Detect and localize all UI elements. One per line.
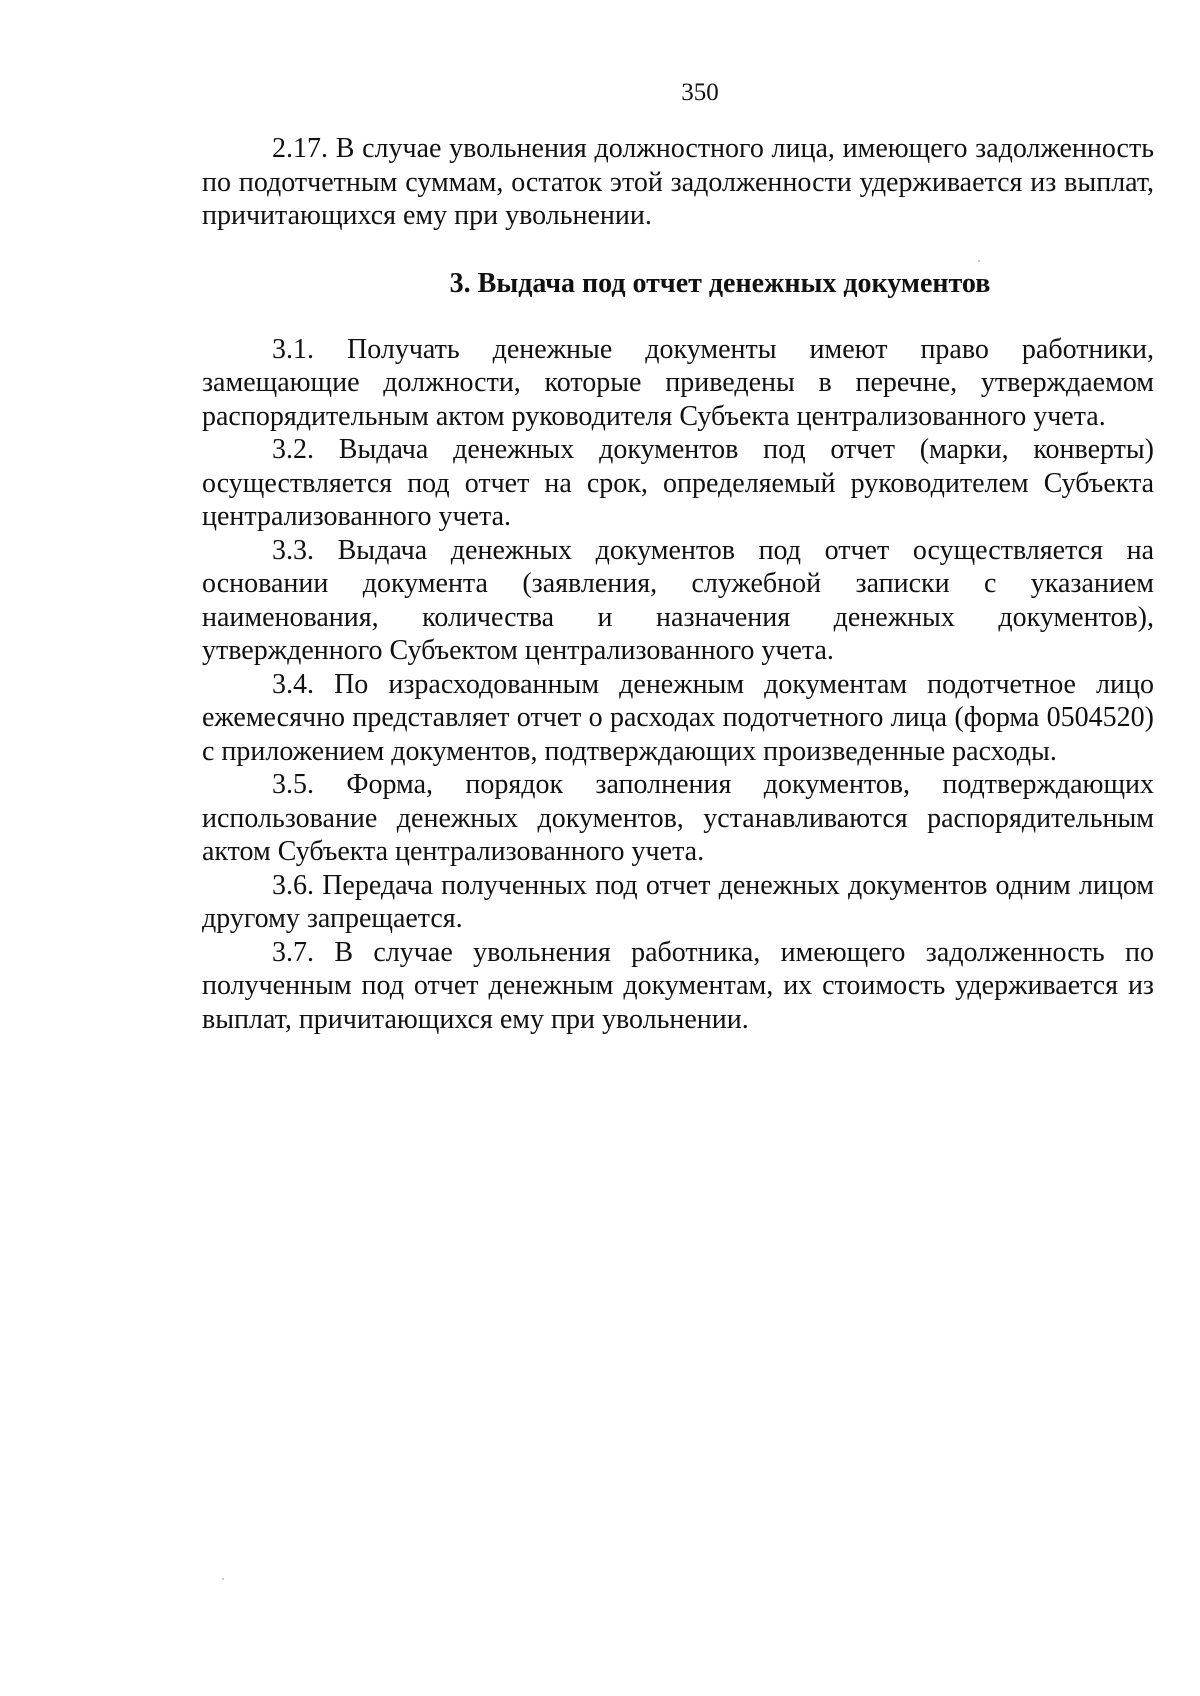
paragraph-3-3: 3.3. Выдача денежных документов под отчет осуществляется на основании документа (заявления, служебной записки с указанием наименования, количества и назначения денежных документов), утвержденного Субъектом централизованного учета. [202,534,1154,666]
scan-speck [222,1578,224,1580]
document-body [202,132,1154,1036]
paragraph-2-17: 2.17. В случае увольнения должностного лица, имеющего задолженность по подотчетным суммам, остаток этой задолженности удерживается из выплат, причитающихся ему при увольнении. [202,133,1154,231]
paragraph-3-2: 3.2. Выдача денежных документов под отчет (марки, конверты) осуществляется под отчет на срок, определяемый руководителем Субъекта централизованного учета. [202,434,1154,532]
page-number [0,78,1200,108]
page-number-text: 350 [681,79,719,106]
scan-speck [978,260,980,262]
section-3-heading: 3. Выдача под отчет денежных документов [449,267,991,299]
paragraph-3-4: 3.4. По израсходованным денежным документам подотчетное лицо ежемесячно представляет отчет о расходах подотчетного лица (форма 0504520) с приложением документов, подтверждающих произведенные расходы. [202,668,1154,767]
paragraph-3-1: 3.1. Получать денежные документы имеют право работники, замещающие должности, которые приведены в перечне, утверждаемом распорядительным актом руководителя Субъекта централизованного учета. [202,333,1154,432]
paragraph-3-6: 3.6. Передача полученных под отчет денежных документов одним лицом другому запрещается. [202,869,1154,934]
paragraph-3-5: 3.5. Форма, порядок заполнения документов, подтверждающих использование денежных документов, устанавливаются распорядительным актом Субъекта централизованного учета. [202,769,1154,867]
paragraph-3-7: 3.7. В случае увольнения работника, имеющего задолженность по полученным под отчет денежным документам, их стоимость удерживается из выплат, причитающихся ему при увольнении. [202,936,1154,1035]
